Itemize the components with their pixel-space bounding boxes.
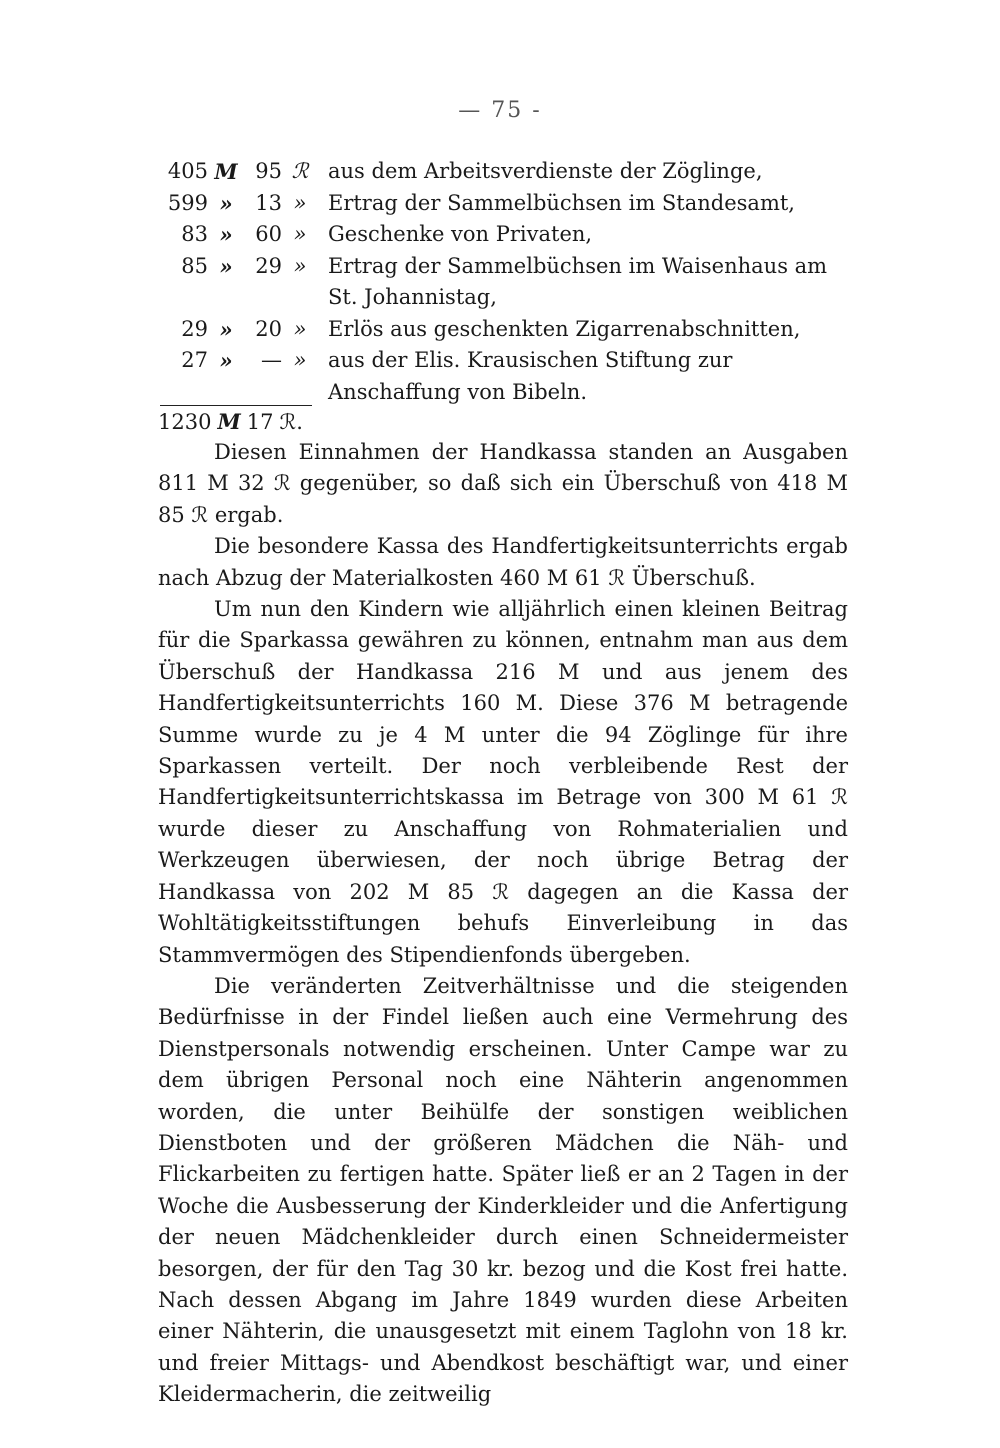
mark-unit: » bbox=[219, 222, 233, 247]
amount-mark: 83 bbox=[181, 222, 208, 246]
paragraph: Diesen Einnahmen der Handkassa standen an Ausgaben 811 M 32 ℛ gegenüber, so daß sich ein Überschuß von 418 M 85 ℛ ergab. bbox=[158, 440, 848, 527]
amount-mark: 27 bbox=[181, 348, 208, 372]
amount-mark: 85 bbox=[181, 253, 208, 278]
amount-pfennig: 20 bbox=[255, 316, 282, 341]
mark-unit: » bbox=[219, 316, 233, 342]
mark-unit: M bbox=[214, 159, 238, 184]
income-ledger bbox=[158, 156, 848, 408]
ledger-description: aus dem Arbeitsverdienste der Zöglinge, bbox=[328, 159, 763, 183]
total-pfennig-unit: ℛ. bbox=[279, 410, 303, 434]
ledger-row bbox=[158, 188, 848, 220]
ledger-row bbox=[158, 314, 848, 346]
total-mark: 1230 bbox=[158, 410, 212, 434]
ledger-row bbox=[158, 219, 848, 251]
ledger-description: Erlös aus geschenkten Zigarrenabschnitten, bbox=[328, 316, 801, 341]
paragraph: Die veränderten Zeitverhältnisse und die steigenden Bedürfnisse in der Findel ließen auch eine Vermehrung des Dienstpersonals notwendig erscheinen. Unter Campe war zu dem übrigen Personal noch eine Nähterin angenommen worden, die unter Beihülfe der sonstigen weiblichen Dienstboten und der größeren Mädchen die Näh- und Flickarbeiten zu fertigen hatte. Später ließ er an 2 Tagen in der Woche die Ausbesserung der Kinderkleider und die Anfertigung der neuen Mädchenkleider durch einen Schneidermeister besorgen, der für den Tag 30 kr. bezog und die Kost frei hatte. Nach dessen Abgang im Jahre 1849 wurden diese Arbeiten einer Nähterin, die unausgesetzt mit einem Taglohn von 18 kr. und freier Mittags- und Abendkost beschäftigt war, und einer Kleidermacherin, die zeitweilig bbox=[158, 973, 848, 1407]
total-mark-unit: M bbox=[217, 409, 241, 434]
ledger-description: Ertrag der Sammelbüchsen im Standesamt, bbox=[328, 190, 795, 215]
ledger-description: Ertrag der Sammelbüchsen im Waisenhaus am St. Johannistag, bbox=[328, 253, 828, 309]
amount-mark: 405 bbox=[167, 159, 208, 183]
total-pfennig: 17 bbox=[246, 410, 274, 434]
paragraph: Um nun den Kindern wie alljährlich einen kleinen Beitrag für die Sparkassa gewähren zu können, entnahm man aus dem Überschuß der Handkassa 216 M und aus jenem des Handfertigkeitsunterrichts 160 M. Diese 376 M betragende Summe wurde zu je 4 M unter die 94 Zöglinge für ihre Sparkassen verteilt. Der noch verbleibende Rest der Handfertigkeitsunterrichtskassa im Betrage von 300 M 61 ℛ wurde dieser zu Anschaffung von Rohmaterialien und Werkzeugen überwiesen, der noch übrige Betrag der Handkassa von 202 M 85 ℛ dagegen an die Kassa der Wohltätigkeitsstiftungen behufs Einverleibung in das Stammvermögen des Stipendienfonds übergeben. bbox=[158, 597, 848, 967]
amount-mark: 29 bbox=[181, 316, 208, 341]
ledger-description: aus der Elis. Krausischen Stiftung zur Anschaffung von Bibeln. bbox=[328, 348, 733, 404]
mark-unit: » bbox=[219, 348, 233, 373]
amount-pfennig: 13 bbox=[255, 190, 282, 215]
paragraph: Die besondere Kassa des Handfertigkeitsunterrichts ergab nach Abzug der Materialkosten 460 M 61 ℛ Überschuß. bbox=[158, 534, 848, 590]
amount-pfennig: — bbox=[261, 348, 282, 372]
mark-unit: » bbox=[219, 253, 233, 279]
pfennig-unit: » bbox=[293, 222, 307, 246]
ledger-total bbox=[158, 406, 309, 438]
amount-pfennig: 95 bbox=[255, 159, 282, 183]
amount-mark: 599 bbox=[167, 190, 208, 215]
ledger-row bbox=[158, 156, 848, 188]
ledger-description: Geschenke von Privaten, bbox=[328, 222, 593, 246]
body-text bbox=[158, 437, 848, 1411]
amount-pfennig: 29 bbox=[255, 253, 282, 278]
pfennig-unit: » bbox=[293, 253, 307, 278]
page-number: — 75 - bbox=[458, 98, 542, 123]
pfennig-unit: » bbox=[293, 190, 307, 215]
pfennig-unit: ℛ bbox=[291, 159, 309, 183]
amount-pfennig: 60 bbox=[255, 222, 282, 246]
pfennig-unit: » bbox=[293, 348, 307, 372]
mark-unit: » bbox=[219, 190, 233, 216]
pfennig-unit: » bbox=[293, 316, 307, 341]
ledger-row bbox=[158, 345, 848, 408]
ledger-row bbox=[158, 251, 848, 314]
